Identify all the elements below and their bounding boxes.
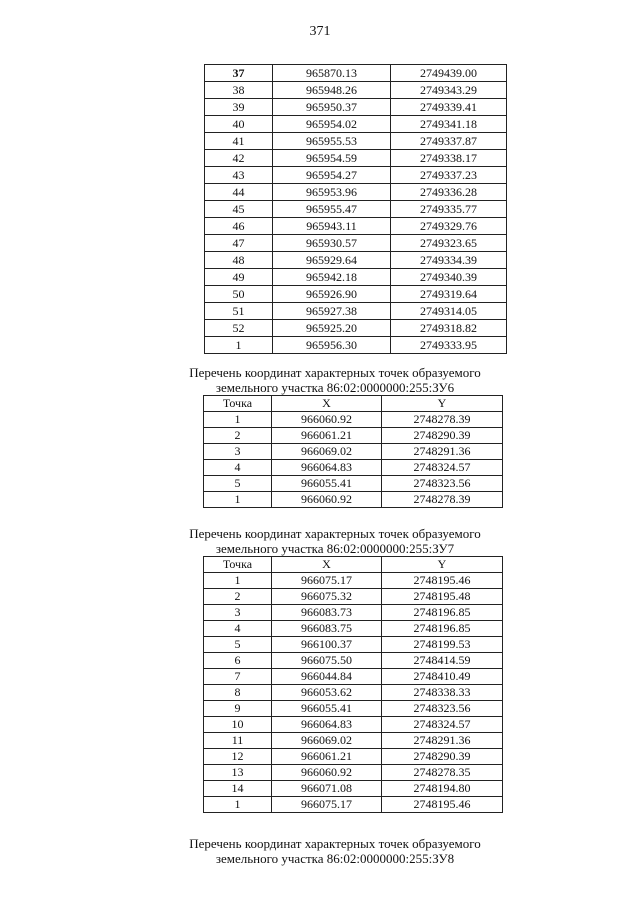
table-row [204,701,503,717]
table-row [205,82,507,99]
table-row [204,573,503,589]
x-coordinate-cell: 965953.96 [273,184,391,201]
point-number-cell: 5 [204,637,272,653]
header-y: Y [382,557,503,573]
point-number-cell: 1 [204,573,272,589]
table-row [204,717,503,733]
point-number-cell: 14 [204,781,272,797]
header-point: Точка [204,557,272,573]
point-number-cell: 45 [205,201,273,218]
table-row [205,65,507,82]
table-row [204,765,503,781]
table-row [205,320,507,337]
header-x: X [272,557,382,573]
x-coordinate-cell: 966064.83 [272,460,382,476]
x-coordinate-cell: 965925.20 [273,320,391,337]
x-coordinate-cell: 966071.08 [272,781,382,797]
y-coordinate-cell: 2748291.36 [382,444,503,460]
table-row [205,286,507,303]
point-number-cell: 1 [204,412,272,428]
y-coordinate-cell: 2749335.77 [391,201,507,218]
table-row [204,476,503,492]
y-coordinate-cell: 2749340.39 [391,269,507,286]
y-coordinate-cell: 2748195.46 [382,573,503,589]
table-row [204,685,503,701]
y-coordinate-cell: 2748323.56 [382,701,503,717]
x-coordinate-cell: 966055.41 [272,701,382,717]
point-number-cell: 8 [204,685,272,701]
table-row [205,218,507,235]
y-coordinate-cell: 2748195.48 [382,589,503,605]
table-row [204,621,503,637]
y-coordinate-cell: 2748195.46 [382,797,503,813]
y-coordinate-cell: 2748324.57 [382,460,503,476]
table-row [204,589,503,605]
table-row [205,337,507,354]
point-number-cell: 49 [205,269,273,286]
y-coordinate-cell: 2749336.28 [391,184,507,201]
x-coordinate-cell: 965926.90 [273,286,391,303]
x-coordinate-cell: 965955.47 [273,201,391,218]
y-coordinate-cell: 2748196.85 [382,605,503,621]
point-number-cell: 37 [205,65,273,82]
point-number-cell: 4 [204,621,272,637]
table-row [205,235,507,252]
table-row [204,637,503,653]
point-number-cell: 7 [204,669,272,685]
point-number-cell: 6 [204,653,272,669]
y-coordinate-cell: 2749329.76 [391,218,507,235]
x-coordinate-cell: 966060.92 [272,412,382,428]
x-coordinate-cell: 966075.50 [272,653,382,669]
x-coordinate-cell: 966061.21 [272,428,382,444]
point-number-cell: 5 [204,476,272,492]
table-row [204,460,503,476]
table-header-row [204,557,503,573]
x-coordinate-cell: 965930.57 [273,235,391,252]
table-row [205,99,507,116]
x-coordinate-cell: 965954.27 [273,167,391,184]
table-row [205,303,507,320]
point-number-cell: 12 [204,749,272,765]
table-row [205,269,507,286]
table-header-row [204,396,503,412]
x-coordinate-cell: 965948.26 [273,82,391,99]
x-coordinate-cell: 965927.38 [273,303,391,320]
caption-line-2: земельного участка 86:02:0000000:255:ЗУ6 [215,380,455,395]
table-row [205,116,507,133]
x-coordinate-cell: 965954.02 [273,116,391,133]
point-number-cell: 9 [204,701,272,717]
y-coordinate-cell: 2748410.49 [382,669,503,685]
table-row [204,669,503,685]
y-coordinate-cell: 2749314.05 [391,303,507,320]
table-row [205,184,507,201]
y-coordinate-cell: 2748290.39 [382,749,503,765]
table-row [205,167,507,184]
point-number-cell: 41 [205,133,273,150]
y-coordinate-cell: 2749343.29 [391,82,507,99]
point-number-cell: 43 [205,167,273,184]
point-number-cell: 51 [205,303,273,320]
x-coordinate-cell: 966061.21 [272,749,382,765]
y-coordinate-cell: 2749337.87 [391,133,507,150]
y-coordinate-cell: 2748196.85 [382,621,503,637]
x-coordinate-cell: 966100.37 [272,637,382,653]
point-number-cell: 39 [205,99,273,116]
y-coordinate-cell: 2748414.59 [382,653,503,669]
x-coordinate-cell: 966075.17 [272,797,382,813]
x-coordinate-cell: 966083.73 [272,605,382,621]
y-coordinate-cell: 2748290.39 [382,428,503,444]
point-number-cell: 13 [204,765,272,781]
y-coordinate-cell: 2749337.23 [391,167,507,184]
x-coordinate-cell: 965929.64 [273,252,391,269]
y-coordinate-cell: 2748278.39 [382,492,503,508]
table-row [204,797,503,813]
point-number-cell: 2 [204,428,272,444]
y-coordinate-cell: 2749319.64 [391,286,507,303]
y-coordinate-cell: 2748291.36 [382,733,503,749]
table-row [204,428,503,444]
y-coordinate-cell: 2749338.17 [391,150,507,167]
table-caption-zu8 [150,836,520,866]
header-point: Точка [204,396,272,412]
table-row [205,252,507,269]
caption-line-1: Перечень координат характерных точек образуемого [189,365,481,380]
coordinates-table-zu7 [203,556,503,813]
x-coordinate-cell: 966060.92 [272,765,382,781]
point-number-cell: 4 [204,460,272,476]
table-row [204,749,503,765]
y-coordinate-cell: 2748323.56 [382,476,503,492]
x-coordinate-cell: 965870.13 [273,65,391,82]
y-coordinate-cell: 2748199.53 [382,637,503,653]
point-number-cell: 10 [204,717,272,733]
header-x: X [272,396,382,412]
point-number-cell: 47 [205,235,273,252]
x-coordinate-cell: 965950.37 [273,99,391,116]
y-coordinate-cell: 2748338.33 [382,685,503,701]
y-coordinate-cell: 2749323.65 [391,235,507,252]
caption-line-1: Перечень координат характерных точек образуемого [189,526,481,541]
x-coordinate-cell: 966083.75 [272,621,382,637]
y-coordinate-cell: 2749333.95 [391,337,507,354]
table-row [204,444,503,460]
x-coordinate-cell: 965943.11 [273,218,391,235]
table-row [204,605,503,621]
caption-line-2: земельного участка 86:02:0000000:255:ЗУ7 [215,541,455,556]
coordinates-table-continued [204,64,507,354]
x-coordinate-cell: 966044.84 [272,669,382,685]
table-row [204,733,503,749]
point-number-cell: 1 [205,337,273,354]
x-coordinate-cell: 966075.32 [272,589,382,605]
point-number-cell: 11 [204,733,272,749]
table-row [205,133,507,150]
point-number-cell: 1 [204,492,272,508]
point-number-cell: 3 [204,605,272,621]
x-coordinate-cell: 966060.92 [272,492,382,508]
point-number-cell: 38 [205,82,273,99]
point-number-cell: 2 [204,589,272,605]
point-number-cell: 48 [205,252,273,269]
y-coordinate-cell: 2748278.39 [382,412,503,428]
x-coordinate-cell: 965942.18 [273,269,391,286]
x-coordinate-cell: 966053.62 [272,685,382,701]
point-number-cell: 44 [205,184,273,201]
table-row [204,653,503,669]
table-row [204,492,503,508]
y-coordinate-cell: 2748278.35 [382,765,503,781]
x-coordinate-cell: 966075.17 [272,573,382,589]
point-number-cell: 42 [205,150,273,167]
coordinates-table-zu6 [203,395,503,508]
y-coordinate-cell: 2748194.80 [382,781,503,797]
y-coordinate-cell: 2749318.82 [391,320,507,337]
table-row [204,781,503,797]
page-number: 371 [309,24,331,39]
x-coordinate-cell: 966064.83 [272,717,382,733]
y-coordinate-cell: 2749439.00 [391,65,507,82]
table-row [205,201,507,218]
table-row [204,412,503,428]
caption-line-2: земельного участка 86:02:0000000:255:ЗУ8 [215,851,455,866]
x-coordinate-cell: 965956.30 [273,337,391,354]
x-coordinate-cell: 965955.53 [273,133,391,150]
y-coordinate-cell: 2749334.39 [391,252,507,269]
caption-line-1: Перечень координат характерных точек образуемого [189,836,481,851]
table-caption-zu7 [150,526,520,556]
point-number-cell: 52 [205,320,273,337]
point-number-cell: 40 [205,116,273,133]
x-coordinate-cell: 966069.02 [272,444,382,460]
y-coordinate-cell: 2749341.18 [391,116,507,133]
x-coordinate-cell: 966069.02 [272,733,382,749]
point-number-cell: 3 [204,444,272,460]
y-coordinate-cell: 2749339.41 [391,99,507,116]
table-row [205,150,507,167]
point-number-cell: 1 [204,797,272,813]
point-number-cell: 46 [205,218,273,235]
x-coordinate-cell: 966055.41 [272,476,382,492]
x-coordinate-cell: 965954.59 [273,150,391,167]
header-y: Y [382,396,503,412]
point-number-cell: 50 [205,286,273,303]
table-caption-zu6 [150,365,520,395]
y-coordinate-cell: 2748324.57 [382,717,503,733]
